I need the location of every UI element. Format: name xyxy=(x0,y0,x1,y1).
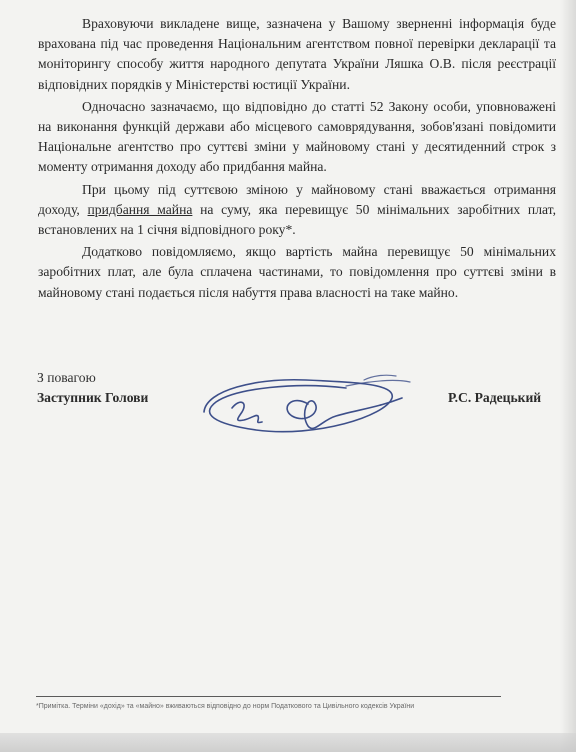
paragraph-3-end: на суму, яка перевищує 50 мінімальних заробітних плат, встановлених на 1 січня відповідного року*. xyxy=(38,201,556,238)
handwritten-signature xyxy=(196,368,426,448)
signer-name: Р.С. Радецький xyxy=(448,390,542,405)
letter-body xyxy=(38,14,556,305)
paragraph-3 xyxy=(38,180,556,241)
regards-line: З повагою xyxy=(37,370,96,385)
paragraph-3-start: При цьому під суттєвою зміною у майновому стані вважається отримання доходу, xyxy=(38,181,556,217)
underlined-phrase: придбання майна xyxy=(87,201,193,217)
paragraph-2: Одночасно зазначаємо, що відповідно до статті 52 Закону особи, уповноважені на виконання функцій держави або місцевого самоврядування, зобов'язані повідомити Національне агентство про суттєві зміни у майновому стані у десятиденний строк з моменту отримання доходу або придбання майна. xyxy=(38,98,556,175)
paragraph-4: Додатково повідомляємо, якщо вартість майна перевищує 50 мінімальних заробітних плат, але була сплачена частинами, то повідомлення про суттєві зміни в майновому стані подається після набуття права власності на таке майно. xyxy=(38,244,556,300)
footnote-text: *Примітка. Терміни «дохід» та «майно» вживаються відповідно до норм Податкового та Цивільного кодексів України xyxy=(36,703,415,710)
signer-position: Заступник Голови xyxy=(37,390,149,405)
footnote-divider xyxy=(36,696,501,697)
scan-edge-shadow xyxy=(560,0,576,752)
paragraph-1: Враховуючи викладене вище, зазначена у Вашому зверненні інформація буде врахована під час проведення Національним агентством повної перевірки декларації та моніторингу способу життя народного депутата України Ляшка О.В. після реєстрації відповідних порядків у Міністерстві юстиції України. xyxy=(38,16,556,92)
scan-bottom-strip xyxy=(0,733,576,752)
